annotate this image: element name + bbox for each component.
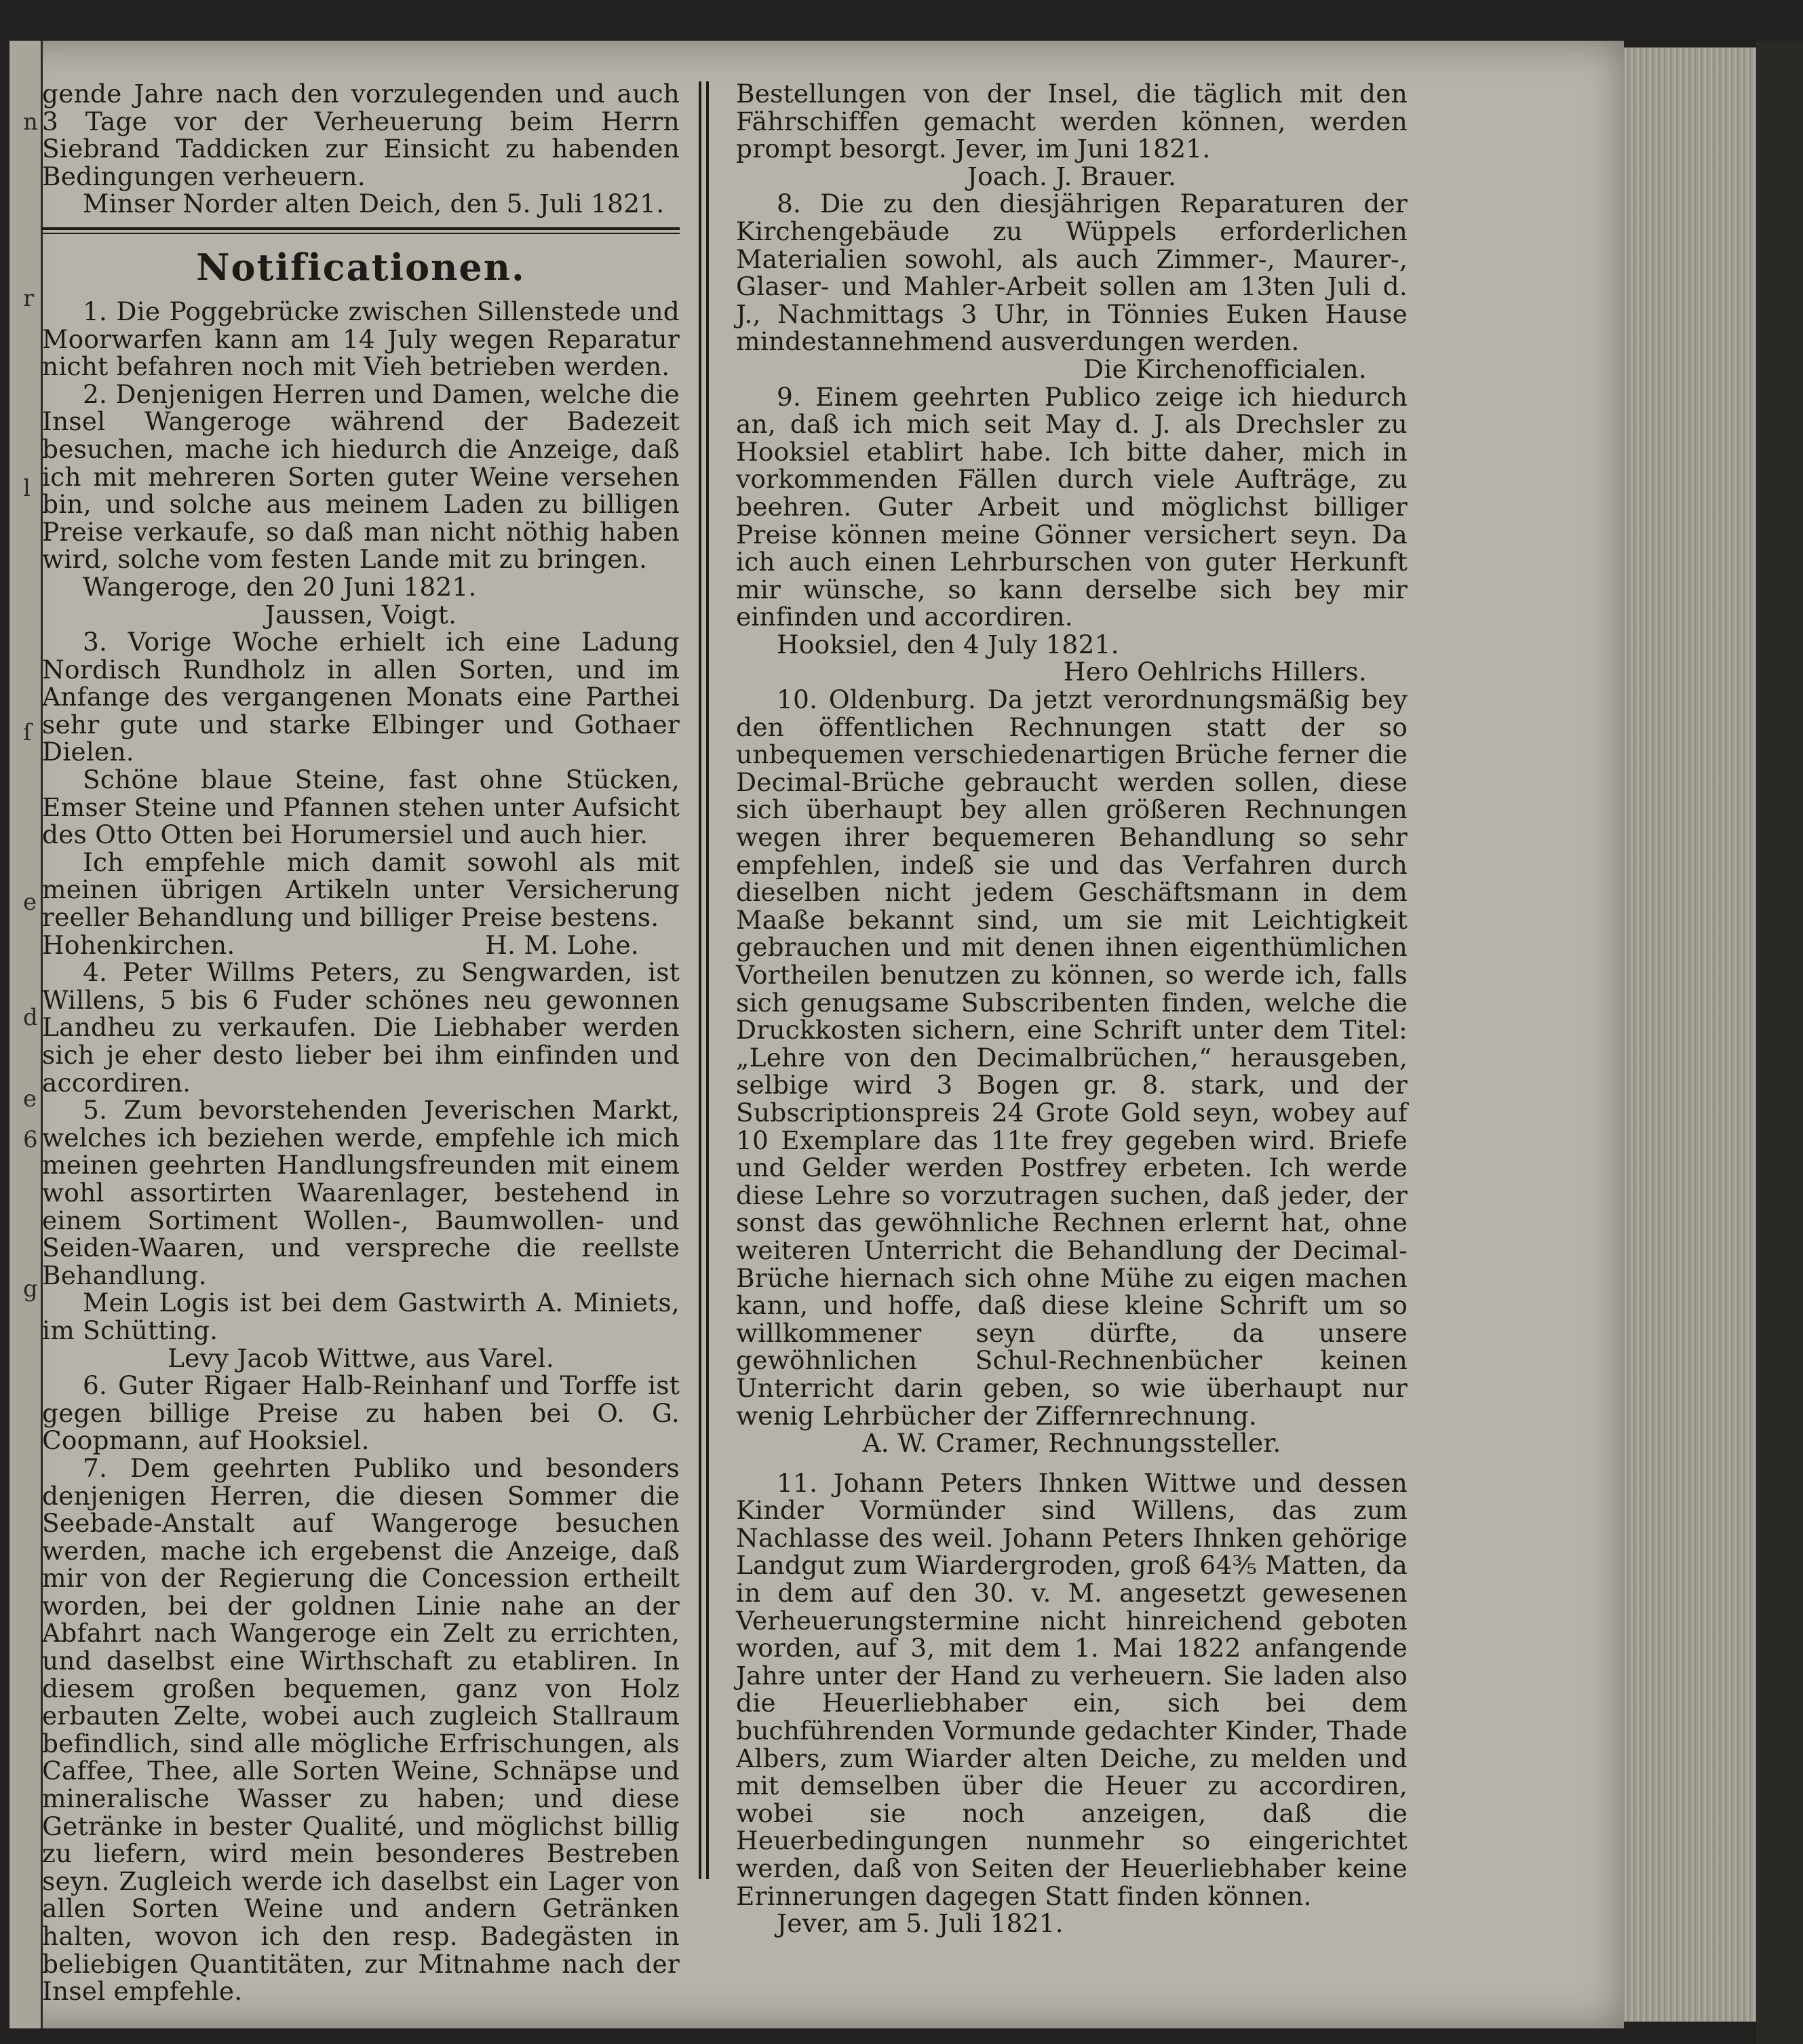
notice-7-continued: Bestellungen von der Insel, die täglich mit den Fährschiffen gemacht werden können, werden prompt besorgt. Jever, im Juni 1821.: [736, 79, 1408, 164]
notice-3-closing: Ich empfehle mich damit sowohl als mit meinen übrigen Artikeln unter Versicherung reeller Behandlung und billiger Preise bestens.: [42, 847, 680, 933]
notice-5-signature: Levy Jacob Wittwe, aus Varel.: [168, 1343, 554, 1373]
notice-2: 2. Denjenigen Herren und Damen, welche die Insel Wangeroge während der Badezeit besuchen, mache ich hiedurch die Anzeige, daß ich mit mehreren Sorten guter Weine versehen bin, und solche aus meinem Laden zu billigen Preise verkaufe, so daß man nicht nöthig haben wird, solche vom festen Lande mit zu bringen.: [42, 379, 680, 575]
notice-10: 10. Oldenburg. Da jetzt verordnungsmäßig bey den öffentlichen Rechnungen statt der so unbequemen verschiedenartigen Brüche ferner die Decimal-Brüche gebraucht werden sollen, diese sich überhaupt bey allen größeren Rechnungen wegen ihrer bequemeren Behandlung so sehr empfehlen, indeß sie und das Verfahren durch dieselben nicht jedem Geschäftsmann in dem Maaße bekannt sind, um sie mit Leichtigkeit gebrauchen und mit denen ihnen eigenthümlichen Vortheilen benutzen zu können, so werde ich, falls sich genugsame Subscribenten finden, welche die Druckkosten sichern, eine Schrift unter dem Titel: „Lehre von den Decimalbrüchen,“ herausgeben, selbige wird 3 Bogen gr. 8. stark, und der Subscriptionspreis 24 Grote Gold seyn, wobey auf 10 Exemplare das 11te frey gegeben wird. Briefe und Gelder werden Postfrey erbeten. Ich werde diese Lehre so vorzutragen suchen, daß jeder, der sonst das gewöhnliche Rechnen erlernt hat, ohne weiteren Unterricht die Behandlung der Decimal-Brüche hiernach sich ohne Mühe zu eigen machen kann, und hoffe, daß diese kleine Schrift um so willkommener seyn dürfte, da unsere gewöhnlichen Schul-Rechnenbücher keinen Unterricht darin geben, so wie überhaupt nur wenig Lehrbücher der Ziffernrechnung.: [736, 684, 1408, 1431]
continued-notice: gende Jahre nach den vorzulegenden und auch 3 Tage vor der Verheuerung beim Herrn Siebrand Taddicken zur Einsicht zu habenden Bedingungen verheuern.: [42, 79, 680, 191]
notice-3-place: Hohenkirchen.: [42, 929, 235, 960]
notice-11: 11. Johann Peters Ihnken Wittwe und dessen Kinder Vormünder sind Willens, das zum Nachlasse des weil. Johann Peters Ihnken gehörige Landgut zum Wiardergroden, groß 64⅗ Matten, da in dem auf den 30. v. M. angesetzt gewesenen Verheuerungstermine nicht hinreichend geboten worden, auf 3, mit dem 1. Mai 1822 anfangende Jahre unter der Hand zu verheuern. Sie laden also die Heuerliebhaber ein, sich bei dem buchführenden Vormunde gedachter Kinder, Thade Albers, zum Wiarder alten Deiche, zu melden und mit demselben über die Heuer zu accordiren, wobei sie noch anzeigen, daß die Heuerbedingungen nunmehr so eingerichtet werden, daß von Seiten der Heuerliebhaber keine Erinnerungen dagegen Statt finden können.: [736, 1467, 1408, 1911]
notice-6: 6. Guter Rigaer Halb-Reinhanf und Torffe ist gegen billige Preise zu haben bei O. G. Coopmann, auf Hooksiel.: [42, 1370, 680, 1456]
margin-fragment: r: [23, 285, 35, 312]
notice-3-signoff: [42, 931, 680, 959]
section-heading: Notificationen.: [196, 245, 526, 289]
notice-5: 5. Zum bevorstehenden Jeverischen Markt, welches ich beziehen werde, empfehle ich mich meinen geehrten Handlungsfreunden mit einem wohl assortirten Waarenlager, bestehend in einem Sortiment Wollen-, Baumwollen- und Seiden-Waaren, und verspreche die reellste Behandlung.: [42, 1095, 680, 1290]
notice-8: 8. Die zu den diesjährigen Reparaturen der Kirchengebäude zu Wüppels erforderlichen Materialien sowohl, als auch Zimmer-, Maurer-, Glaser- und Mahler-Arbeit sollen am 13ten Juli d. J., Nachmittags 3 Uhr, in Tönnies Euken Hause mindestannehmend ausverdungen werden.: [736, 189, 1408, 357]
column-divider: [699, 81, 701, 1879]
margin-fragment: e: [23, 1085, 37, 1113]
margin-fragment: ſ: [23, 719, 32, 746]
notice-1: 1. Die Poggebrücke zwischen Sillenstede und Moorwarfen kann am 14 July wegen Reparatur nicht befahren noch mit Vieh betrieben werden.: [42, 296, 680, 382]
notice-3: 3. Vorige Woche erhielt ich eine Ladung Nordisch Rundholz in allen Sorten, und im Anfange des vergangenen Monats eine Parthei sehr gute und starke Elbinger und Gothaer Dielen.: [42, 627, 680, 767]
margin-fragment: d: [23, 1004, 38, 1031]
book-edge-shadow: [1756, 41, 1803, 2044]
previous-page-margin: [9, 41, 43, 2028]
notice-3-stones: Schöne blaue Steine, fast ohne Stücken, Emser Steine und Pfannen stehen unter Aufsicht des Otto Otten bei Horumersiel und auch hier.: [42, 765, 680, 850]
notice-9: 9. Einem geehrten Publico zeige ich hiedurch an, daß ich mich seit May d. J. als Drechsler zu Hooksiel etablirt habe. Ich bitte daher, mich in vorkommenden Fällen durch viele Aufträge, zu beehren. Guter Arbeit und möglichst billiger Preise können meine Gönner versichert seyn. Da ich auch einen Lehrburschen von guter Herkunft mir wünsche, so kann derselbe sich bey mir einfinden und accordiren.: [736, 381, 1408, 632]
left-column: [42, 80, 680, 2005]
notice-2-date: Wangeroge, den 20 Juni 1821.: [83, 571, 477, 602]
margin-fragment: e: [23, 889, 37, 916]
notice-5-lodging: Mein Logis ist bei dem Gastwirth A. Miniets, im Schütting.: [42, 1288, 680, 1345]
notice-9-signature: Hero Oehlrichs Hillers.: [1063, 657, 1367, 687]
notice-7: 7. Dem geehrten Publiko und besonders denjenigen Herren, die diesen Sommer die Seebade-Anstalt auf Wangeroge besuchen werden, mache ich ergebenst die Anzeige, daß mir von der Regierung die Concession ertheilt worden, bei der goldnen Linie nahe an der Abfahrt nach Wangeroge ein Zelt zu errichten, und daselbst eine Wirthschaft zu etabliren. In diesem großen bequemen, ganz von Holz erbauten Zelte, wobei auch zugleich Stallraum befindlich, sind alle mögliche Erfrischungen, als Caffee, Thee, alle Sorten Weine, Schnäpse und mineralische Wasser zu haben; und diese Getränke in bester Qualité, und möglichst billig zu liefern, wird mein besonderes Bestreben seyn. Zugleich werde ich daselbst ein Lager von allen Sorten Weine und andern Getränken halten, wovon ich den resp. Badegästen in beliebigen Quantitäten, zur Mitnahme nach der Insel empfehle.: [42, 1452, 680, 2007]
notice-2-signature: Jaussen, Voigt.: [265, 599, 457, 630]
margin-fragment: g: [23, 1275, 38, 1303]
notice-10-signature: A. W. Cramer, Rechnungssteller.: [862, 1428, 1281, 1459]
notice-8-signature: Die Kirchenofficialen.: [1083, 353, 1367, 384]
margin-fragment: 6: [23, 1126, 38, 1153]
notice-4: 4. Peter Willms Peters, zu Sengwarden, ist Willens, 5 bis 6 Fuder schönes neu gewonnen Landheu zu verkaufen. Die Liebhaber werden sich je eher desto lieber bei ihm einfinden und accordiren.: [42, 957, 680, 1098]
margin-fragment: l: [23, 475, 31, 502]
right-column: [736, 80, 1408, 1937]
margin-fragment: n: [23, 109, 38, 136]
column-divider: [706, 81, 709, 1879]
page-stack-edge: [1624, 47, 1756, 2022]
section-rule: [42, 227, 680, 234]
notice-11-date: Jever, am 5. Juli 1821.: [777, 1908, 1064, 1939]
notice-3-signature: H. M. Lohe.: [485, 929, 639, 960]
notice-9-date: Hooksiel, den 4 July 1821.: [777, 629, 1119, 659]
notice-7-signature: Joach. J. Brauer.: [967, 161, 1177, 191]
notice-dateline: Minser Norder alten Deich, den 5. Juli 1821.: [83, 189, 665, 219]
